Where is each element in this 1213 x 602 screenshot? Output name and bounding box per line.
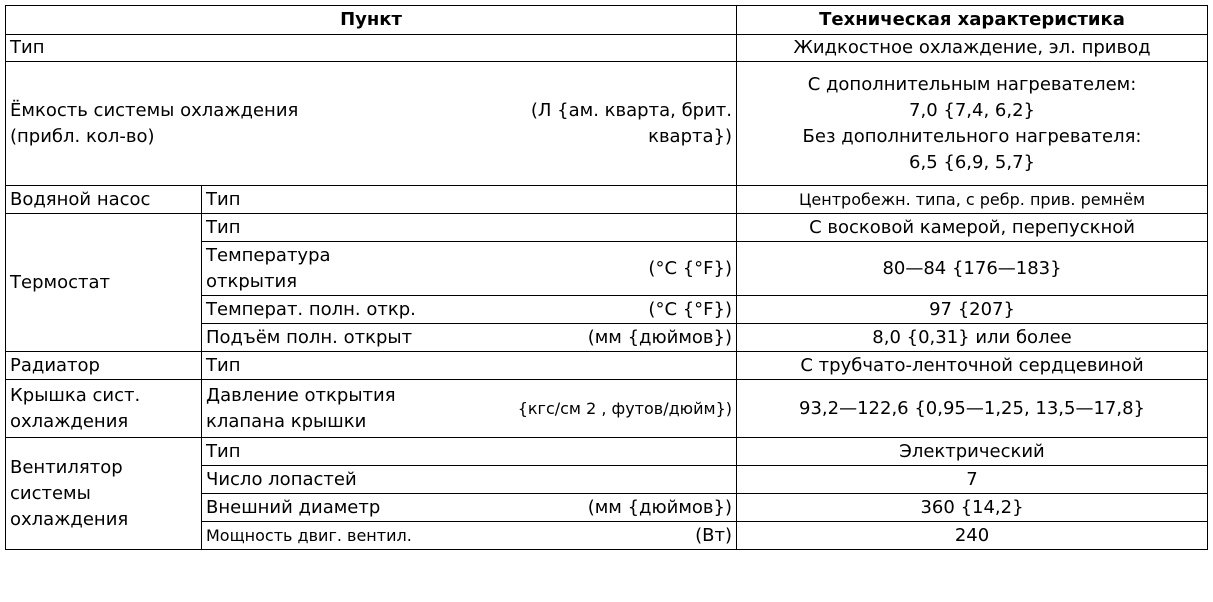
capacity-value-3: Без дополнительного нагревателя:: [802, 125, 1142, 147]
fan-diam-unit: (мм {дюймов}): [587, 496, 733, 518]
header-spec: Техническая характеристика: [737, 6, 1208, 35]
capacity-value-1: С дополнительным нагревателем:: [807, 73, 1137, 95]
fan-type-value: Электрический: [737, 438, 1208, 466]
thermostat-open-cell: [202, 242, 737, 296]
thermostat-open-sub: Температура открытия: [206, 244, 331, 292]
pump-value: Центробежн. типа, с ребр. прив. ремнём: [737, 186, 1208, 214]
row-capacity: [6, 62, 1208, 186]
fan-blades-value: 7: [737, 466, 1208, 494]
thermostat-type-value: С восковой камерой, перепускной: [737, 214, 1208, 242]
radiator-sub: Тип: [202, 352, 737, 380]
row-cap: [6, 380, 1208, 438]
cap-cell: [202, 380, 737, 438]
cap-label: Крышка сист. охлаждения: [6, 380, 202, 438]
thermostat-lift-value: 8,0 {0,31} или более: [737, 324, 1208, 352]
type-label: Тип: [6, 35, 737, 62]
row-radiator: [6, 352, 1208, 380]
fan-type-sub: Тип: [202, 438, 737, 466]
fan-diam-value: 360 {14,2}: [737, 494, 1208, 522]
thermostat-open-unit: (°C {°F}): [648, 257, 733, 279]
cap-sub: Давление открытия клапана крышки: [206, 384, 396, 432]
thermostat-type-sub: Тип: [202, 214, 737, 242]
fan-diam-sub: Внешний диаметр: [206, 496, 381, 518]
fan-diam-cell: [202, 494, 737, 522]
row-pump: [6, 186, 1208, 214]
thermostat-full-value: 97 {207}: [737, 296, 1208, 324]
fan-label: Вентилятор системы охлаждения: [6, 438, 202, 550]
fan-power-unit: (Вт): [695, 524, 733, 546]
thermostat-open-value: 80—84 {176—183}: [737, 242, 1208, 296]
cap-unit: {кгс/см 2 , футов/дюйм}): [517, 398, 733, 418]
capacity-unit: (Л {ам. кварта, брит. кварта}): [530, 99, 733, 147]
capacity-value-4: 6,5 {6,9, 5,7}: [909, 151, 1035, 173]
capacity-label: Ёмкость системы охлаждения (прибл. кол-во): [10, 99, 299, 147]
capacity-value: [737, 62, 1208, 186]
cap-value: 93,2—122,6 {0,95—1,25, 13,5—17,8}: [737, 380, 1208, 438]
thermostat-lift-cell: [202, 324, 737, 352]
row-thermostat-type: [6, 214, 1208, 242]
radiator-value: С трубчато-ленточной сердцевиной: [737, 352, 1208, 380]
header-item: Пункт: [6, 6, 737, 35]
pump-label: Водяной насос: [6, 186, 202, 214]
thermostat-lift-unit: (мм {дюймов}): [587, 326, 733, 348]
thermostat-full-unit: (°C {°F}): [648, 298, 733, 320]
fan-blades-sub: Число лопастей: [202, 466, 737, 494]
thermostat-full-cell: [202, 296, 737, 324]
spec-table: [5, 5, 1208, 550]
row-fan-type: [6, 438, 1208, 466]
capacity-label-cell: [6, 62, 737, 186]
radiator-label: Радиатор: [6, 352, 202, 380]
row-type: [6, 35, 1208, 62]
thermostat-full-sub: Температ. полн. откр.: [206, 298, 416, 320]
capacity-value-2: 7,0 {7,4, 6,2}: [909, 99, 1035, 121]
pump-sub: Тип: [202, 186, 737, 214]
thermostat-label: Термостат: [6, 214, 202, 352]
fan-power-cell: [202, 522, 737, 550]
thermostat-lift-sub: Подъём полн. открыт: [206, 326, 413, 348]
type-value: Жидкостное охлаждение, эл. привод: [737, 35, 1208, 62]
fan-power-value: 240: [737, 522, 1208, 550]
fan-power-sub: Мощность двиг. вентил.: [206, 525, 412, 545]
header-row: [6, 6, 1208, 35]
